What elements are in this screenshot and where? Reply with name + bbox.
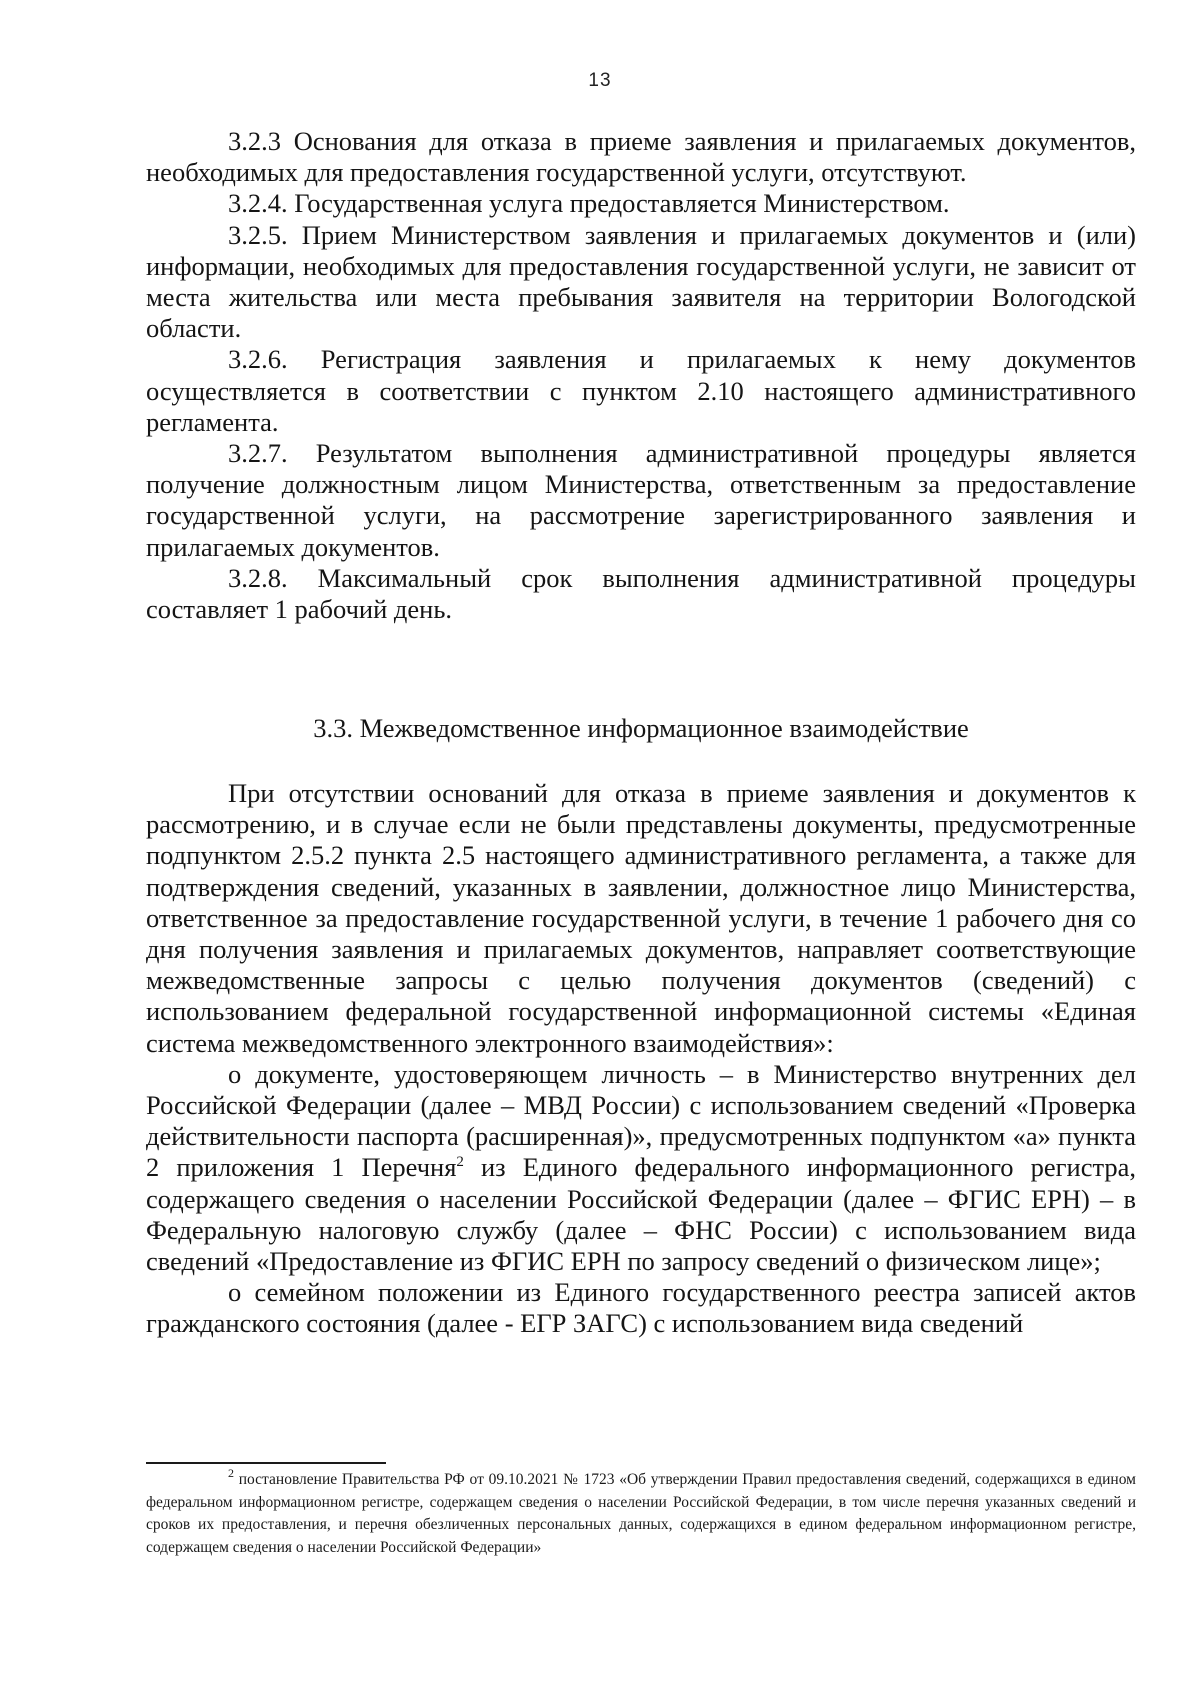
page-number: 13 [588, 70, 612, 91]
paragraph-3-2-3: 3.2.3 Основания для отказа в приеме заявления и прилагаемых документов, необходимых для предоставления государственной услуги, отсутствуют. [146, 126, 1136, 188]
paragraph-3-2-5: 3.2.5. Прием Министерством заявления и прилагаемых документов и (или) информации, необходимых для предоставления государственной услуги, не зависит от места жительства или места пребывания заявителя на территории Вологодской области. [146, 219, 1136, 344]
section-3-3-heading: 3.3. Межведомственное информационное взаимодействие [313, 713, 969, 743]
footnote-divider [146, 1462, 386, 1464]
section-3-3-block [146, 778, 1136, 1340]
footnote-text: постановление Правительства РФ от 09.10.2021 № 1723 «Об утверждении Правил предоставления сведений, содержащихся в едином федеральном информационном регистре, содержащем сведения о населении Российской Федерации, в том числе перечня указанных сведений и сроков их предоставления, и перечня обезличенных персональных данных, содержащихся в едином федеральном информационном регистре, содержащем сведения о населении Российской Федерации» [146, 1471, 1136, 1556]
identity-text-part2: из Единого федерального информационного регистра, содержащего сведения о населении Российской Федерации (далее – ФГИС ЕРН) – в Федеральную налоговую службу (далее – ФНС России) с использованием вида сведений «Предоставление из ФГИС ЕРН по запросу сведений о физическом лице»; [146, 1152, 1137, 1277]
paragraph-identity-document [146, 1059, 1136, 1277]
paragraph-3-2-6: 3.2.6. Регистрация заявления и прилагаемых к нему документов осуществляется в соответствии с пунктом 2.10 настоящего административного регламента. [146, 344, 1136, 437]
section-3-2-block [146, 126, 1136, 625]
footnote-number: 2 [228, 1466, 234, 1480]
paragraph-3-2-4: 3.2.4. Государственная услуга предоставляется Министерством. [228, 188, 950, 219]
paragraph-3-2-8: 3.2.8. Максимальный срок выполнения административной процедуры составляет 1 рабочий день. [146, 562, 1136, 625]
footnote-reference: 2 [456, 1154, 464, 1171]
paragraph-family-status: о семейном положении из Единого государственного реестра записей актов гражданского состояния (далее - ЕГР ЗАГС) с использованием вида сведений [146, 1277, 1136, 1339]
footnote [146, 1466, 1136, 1559]
identity-text-part1: о документе, удостоверяющем личность – в Министерство внутренних дел Российской Федерации (далее – МВД России) с использованием сведений «Проверка действительности паспорта (расширенная)», предусмотренных подпунктом «а» пункта 2 приложения 1 Перечня [146, 1058, 1136, 1183]
paragraph-3-2-7: 3.2.7. Результатом выполнения административной процедуры является получение должностным лицом Министерства, ответственным за предоставление государственной услуги, на рассмотрение зарегистрированного заявления и прилагаемых документов. [146, 438, 1136, 562]
paragraph-interagency-intro: При отсутствии оснований для отказа в приеме заявления и документов к рассмотрению, и в случае если не были представлены документы, предусмотренные подпунктом 2.5.2 пункта 2.5 настоящего административного регламента, а также для подтверждения сведений, указанных в заявлении, должностное лицо Министерства, ответственное за предоставление государственной услуги, в течение 1 рабочего дня со дня получения заявления и прилагаемых документов, направляет соответствующие межведомственные запросы с целью получения документов (сведений) с использованием федеральной государственной информационной системы «Единая система межведомственного электронного взаимодействия»: [146, 778, 1136, 1058]
